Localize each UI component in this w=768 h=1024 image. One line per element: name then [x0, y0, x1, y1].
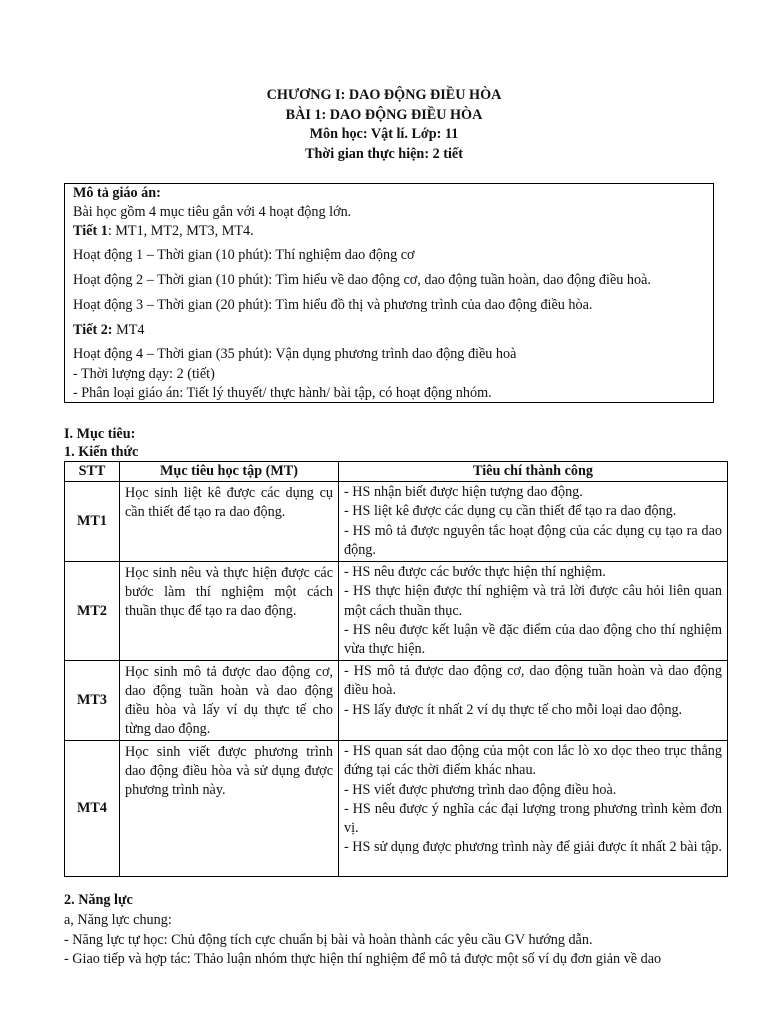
row-criteria — [339, 661, 728, 741]
section-objectives: I. Mục tiêu: — [64, 426, 136, 442]
criteria-item: - HS liệt kê được các dụng cụ cần thiết để tạo ra dao động. — [344, 503, 677, 520]
header-criteria: Tiêu chí thành công — [339, 462, 728, 482]
period-1-line: Tiết 1: MT1, MT2, MT3, MT4. — [73, 223, 254, 239]
criteria-item: - HS nêu được các bước thực hiện thí nghiệm. — [344, 564, 606, 580]
row-criteria — [339, 482, 728, 562]
row-stt: MT2 — [65, 562, 120, 661]
criteria-item: - HS mô tả được nguyên tắc hoạt động của các dụng cụ tạo ra dao động. — [344, 522, 722, 558]
header-objective: Mục tiêu học tập (MT) — [120, 462, 339, 482]
lesson-classification: - Phân loại giáo án: Tiết lý thuyết/ thực hành/ bài tập, có hoạt động nhóm. — [73, 385, 492, 401]
subject-line: Môn học: Vật lí. Lớp: 11 — [309, 126, 459, 142]
row-objective: Học sinh viết được phương trình dao động điều hòa và sử dụng được phương trình này. — [120, 741, 339, 877]
criteria-item: - HS thực hiện được thí nghiệm và trả lời được câu hỏi liên quan một cách thuần thục. — [344, 583, 722, 619]
description-title: Mô tả giáo án: — [73, 185, 161, 201]
row-stt: MT3 — [65, 661, 120, 741]
objectives-table — [64, 461, 728, 877]
document-header — [0, 86, 768, 164]
chapter-title: CHƯƠNG I: DAO ĐỘNG ĐIỀU HÒA — [266, 87, 502, 103]
activity-4: Hoạt động 4 – Thời gian (35 phút): Vận dụng phương trình dao động điều hoà — [73, 346, 517, 362]
table-row — [65, 661, 728, 741]
competence-item: - Năng lực tự học: Chủ động tích cực chuẩn bị bài và hoàn thành các yêu cầu GV hướng dẫn. — [64, 932, 593, 948]
criteria-item: - HS sử dụng được phương trình này để giải được ít nhất 2 bài tập. — [344, 839, 722, 856]
activity-3: Hoạt động 3 – Thời gian (20 phút): Tìm hiểu đồ thị và phương trình của dao động điều hòa. — [73, 297, 593, 313]
criteria-item: - HS viết được phương trình dao động điều hoà. — [344, 781, 617, 798]
competence-item: - Giao tiếp và hợp tác: Thảo luận nhóm thực hiện thí nghiệm để mô tả được một số ví dụ đơn giản về dao — [64, 951, 662, 967]
criteria-item: - HS lấy được ít nhất 2 ví dụ thực tế cho mỗi loại dao động. — [344, 701, 683, 718]
row-objective: Học sinh mô tả được dao động cơ, dao động tuần hoàn và dao động điều hòa và lấy ví dụ thực tế cho từng dao động. — [120, 661, 339, 741]
duration-line: Thời gian thực hiện: 2 tiết — [305, 145, 463, 162]
criteria-item: - HS mô tả được dao động cơ, dao động tuần hoàn và dao động điều hoà. — [344, 663, 722, 699]
section-competence: 2. Năng lực — [64, 892, 133, 908]
table-row — [65, 741, 728, 877]
criteria-item: - HS nêu được kết luận về đặc điểm của dao động cho thí nghiệm vừa thực hiện. — [344, 621, 722, 657]
criteria-item: - HS nhận biết được hiện tượng dao động. — [344, 484, 583, 500]
table-row — [65, 482, 728, 562]
row-stt: MT1 — [65, 482, 120, 562]
row-criteria — [339, 741, 728, 877]
lesson-description-box — [64, 183, 714, 403]
header-stt: STT — [65, 462, 120, 482]
table-row — [65, 562, 728, 661]
row-criteria — [339, 562, 728, 661]
row-objective: Học sinh nêu và thực hiện được các bước làm thí nghiệm một cách thuần thục để tạo ra dao động. — [120, 562, 339, 661]
row-stt: MT4 — [65, 741, 120, 877]
time-amount: - Thời lượng dạy: 2 (tiết) — [73, 366, 215, 382]
description-summary: Bài học gồm 4 mục tiêu gắn với 4 hoạt động lớn. — [73, 204, 352, 220]
criteria-item: - HS quan sát dao động của một con lắc lò xo dọc theo trục thẳng đứng tại các thời điểm khác nhau. — [344, 743, 722, 779]
table-header-row — [65, 462, 728, 482]
competence-general: a, Năng lực chung: — [64, 912, 172, 928]
row-objective: Học sinh liệt kê được các dụng cụ cần thiết để tạo ra dao động. — [120, 482, 339, 562]
lesson-title: BÀI 1: DAO ĐỘNG ĐIỀU HÒA — [285, 106, 483, 123]
activity-1: Hoạt động 1 – Thời gian (10 phút): Thí nghiệm dao động cơ — [73, 247, 415, 263]
period-2-line: Tiết 2: MT4 — [73, 322, 145, 338]
section-knowledge: 1. Kiến thức — [64, 444, 139, 460]
criteria-item: - HS nêu được ý nghĩa các đại lượng trong phương trình kèm đơn vị. — [344, 800, 722, 837]
activity-2: Hoạt động 2 – Thời gian (10 phút): Tìm hiểu về dao động cơ, dao động tuần hoàn, dao động điều hoà. — [73, 272, 651, 288]
